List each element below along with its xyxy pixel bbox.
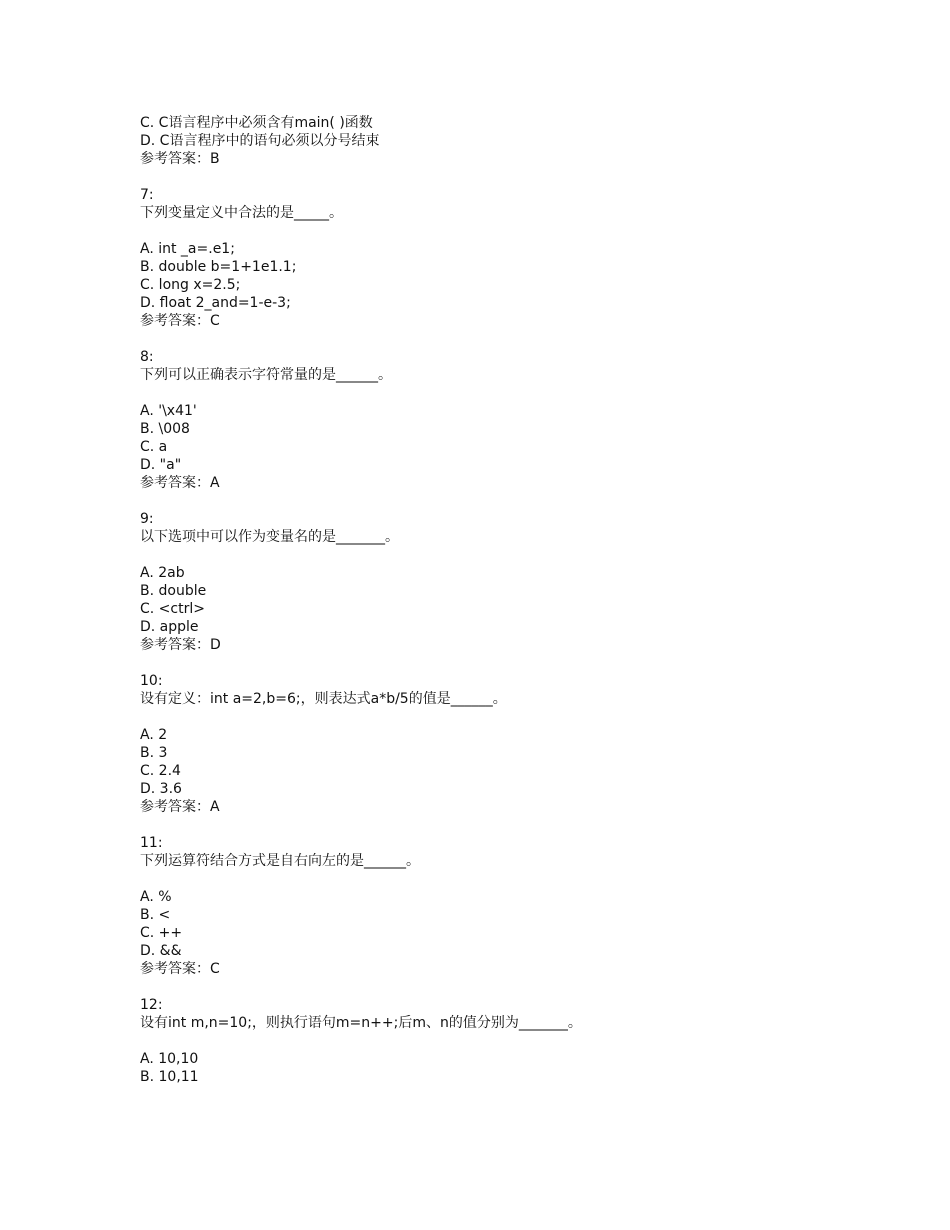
option-d: D. apple bbox=[140, 619, 199, 635]
option-b: B. double b=1+1e1.1; bbox=[140, 259, 297, 275]
previous-question-tail bbox=[140, 114, 900, 168]
option-b: B. \008 bbox=[140, 421, 190, 437]
question-text: 设有int m,n=10;，则执行语句m=n++;后m、n的值分别为_______。 bbox=[140, 1015, 582, 1031]
question-11 bbox=[140, 834, 900, 978]
option-line: D. C语言程序中的语句必须以分号结束 bbox=[140, 133, 380, 149]
option-d: D. float 2_and=1-e-3; bbox=[140, 295, 291, 311]
option-c: C. ++ bbox=[140, 925, 183, 941]
question-text: 设有定义：int a=2,b=6;，则表达式a*b/5的值是______。 bbox=[140, 691, 507, 707]
question-number: 8: bbox=[140, 349, 154, 365]
option-b: B. < bbox=[140, 907, 171, 923]
answer-line: 参考答案：C bbox=[140, 313, 220, 329]
option-d: D. && bbox=[140, 943, 182, 959]
question-number: 12: bbox=[140, 997, 163, 1013]
answer-line: 参考答案：C bbox=[140, 961, 220, 977]
option-c: C. long x=2.5; bbox=[140, 277, 241, 293]
document-page bbox=[140, 114, 900, 1086]
option-d: D. "a" bbox=[140, 457, 182, 473]
question-9 bbox=[140, 510, 900, 654]
question-7 bbox=[140, 186, 900, 330]
option-a: A. int _a=.e1; bbox=[140, 241, 235, 257]
question-text: 下列运算符结合方式是自右向左的是______。 bbox=[140, 853, 420, 869]
option-b: B. 3 bbox=[140, 745, 168, 761]
answer-line: 参考答案：A bbox=[140, 475, 220, 491]
question-text: 下列可以正确表示字符常量的是______。 bbox=[140, 367, 392, 383]
option-c: C. <ctrl> bbox=[140, 601, 205, 617]
option-a: A. % bbox=[140, 889, 172, 905]
option-a: A. '\x41' bbox=[140, 403, 197, 419]
answer-line: 参考答案：B bbox=[140, 151, 220, 167]
question-number: 11: bbox=[140, 835, 163, 851]
option-c: C. 2.4 bbox=[140, 763, 181, 779]
option-b: B. double bbox=[140, 583, 207, 599]
question-12 bbox=[140, 996, 900, 1086]
question-number: 7: bbox=[140, 187, 154, 203]
question-number: 9: bbox=[140, 511, 154, 527]
option-b: B. 10,11 bbox=[140, 1069, 199, 1085]
option-c: C. a bbox=[140, 439, 168, 455]
answer-line: 参考答案：A bbox=[140, 799, 220, 815]
question-10 bbox=[140, 672, 900, 816]
option-a: A. 10,10 bbox=[140, 1051, 199, 1067]
option-a: A. 2ab bbox=[140, 565, 185, 581]
answer-line: 参考答案：D bbox=[140, 637, 221, 653]
option-d: D. 3.6 bbox=[140, 781, 182, 797]
option-a: A. 2 bbox=[140, 727, 168, 743]
question-8 bbox=[140, 348, 900, 492]
option-line: C. C语言程序中必须含有main( )函数 bbox=[140, 115, 373, 131]
question-text: 以下选项中可以作为变量名的是_______。 bbox=[140, 529, 399, 545]
question-text: 下列变量定义中合法的是_____。 bbox=[140, 205, 343, 221]
question-number: 10: bbox=[140, 673, 163, 689]
